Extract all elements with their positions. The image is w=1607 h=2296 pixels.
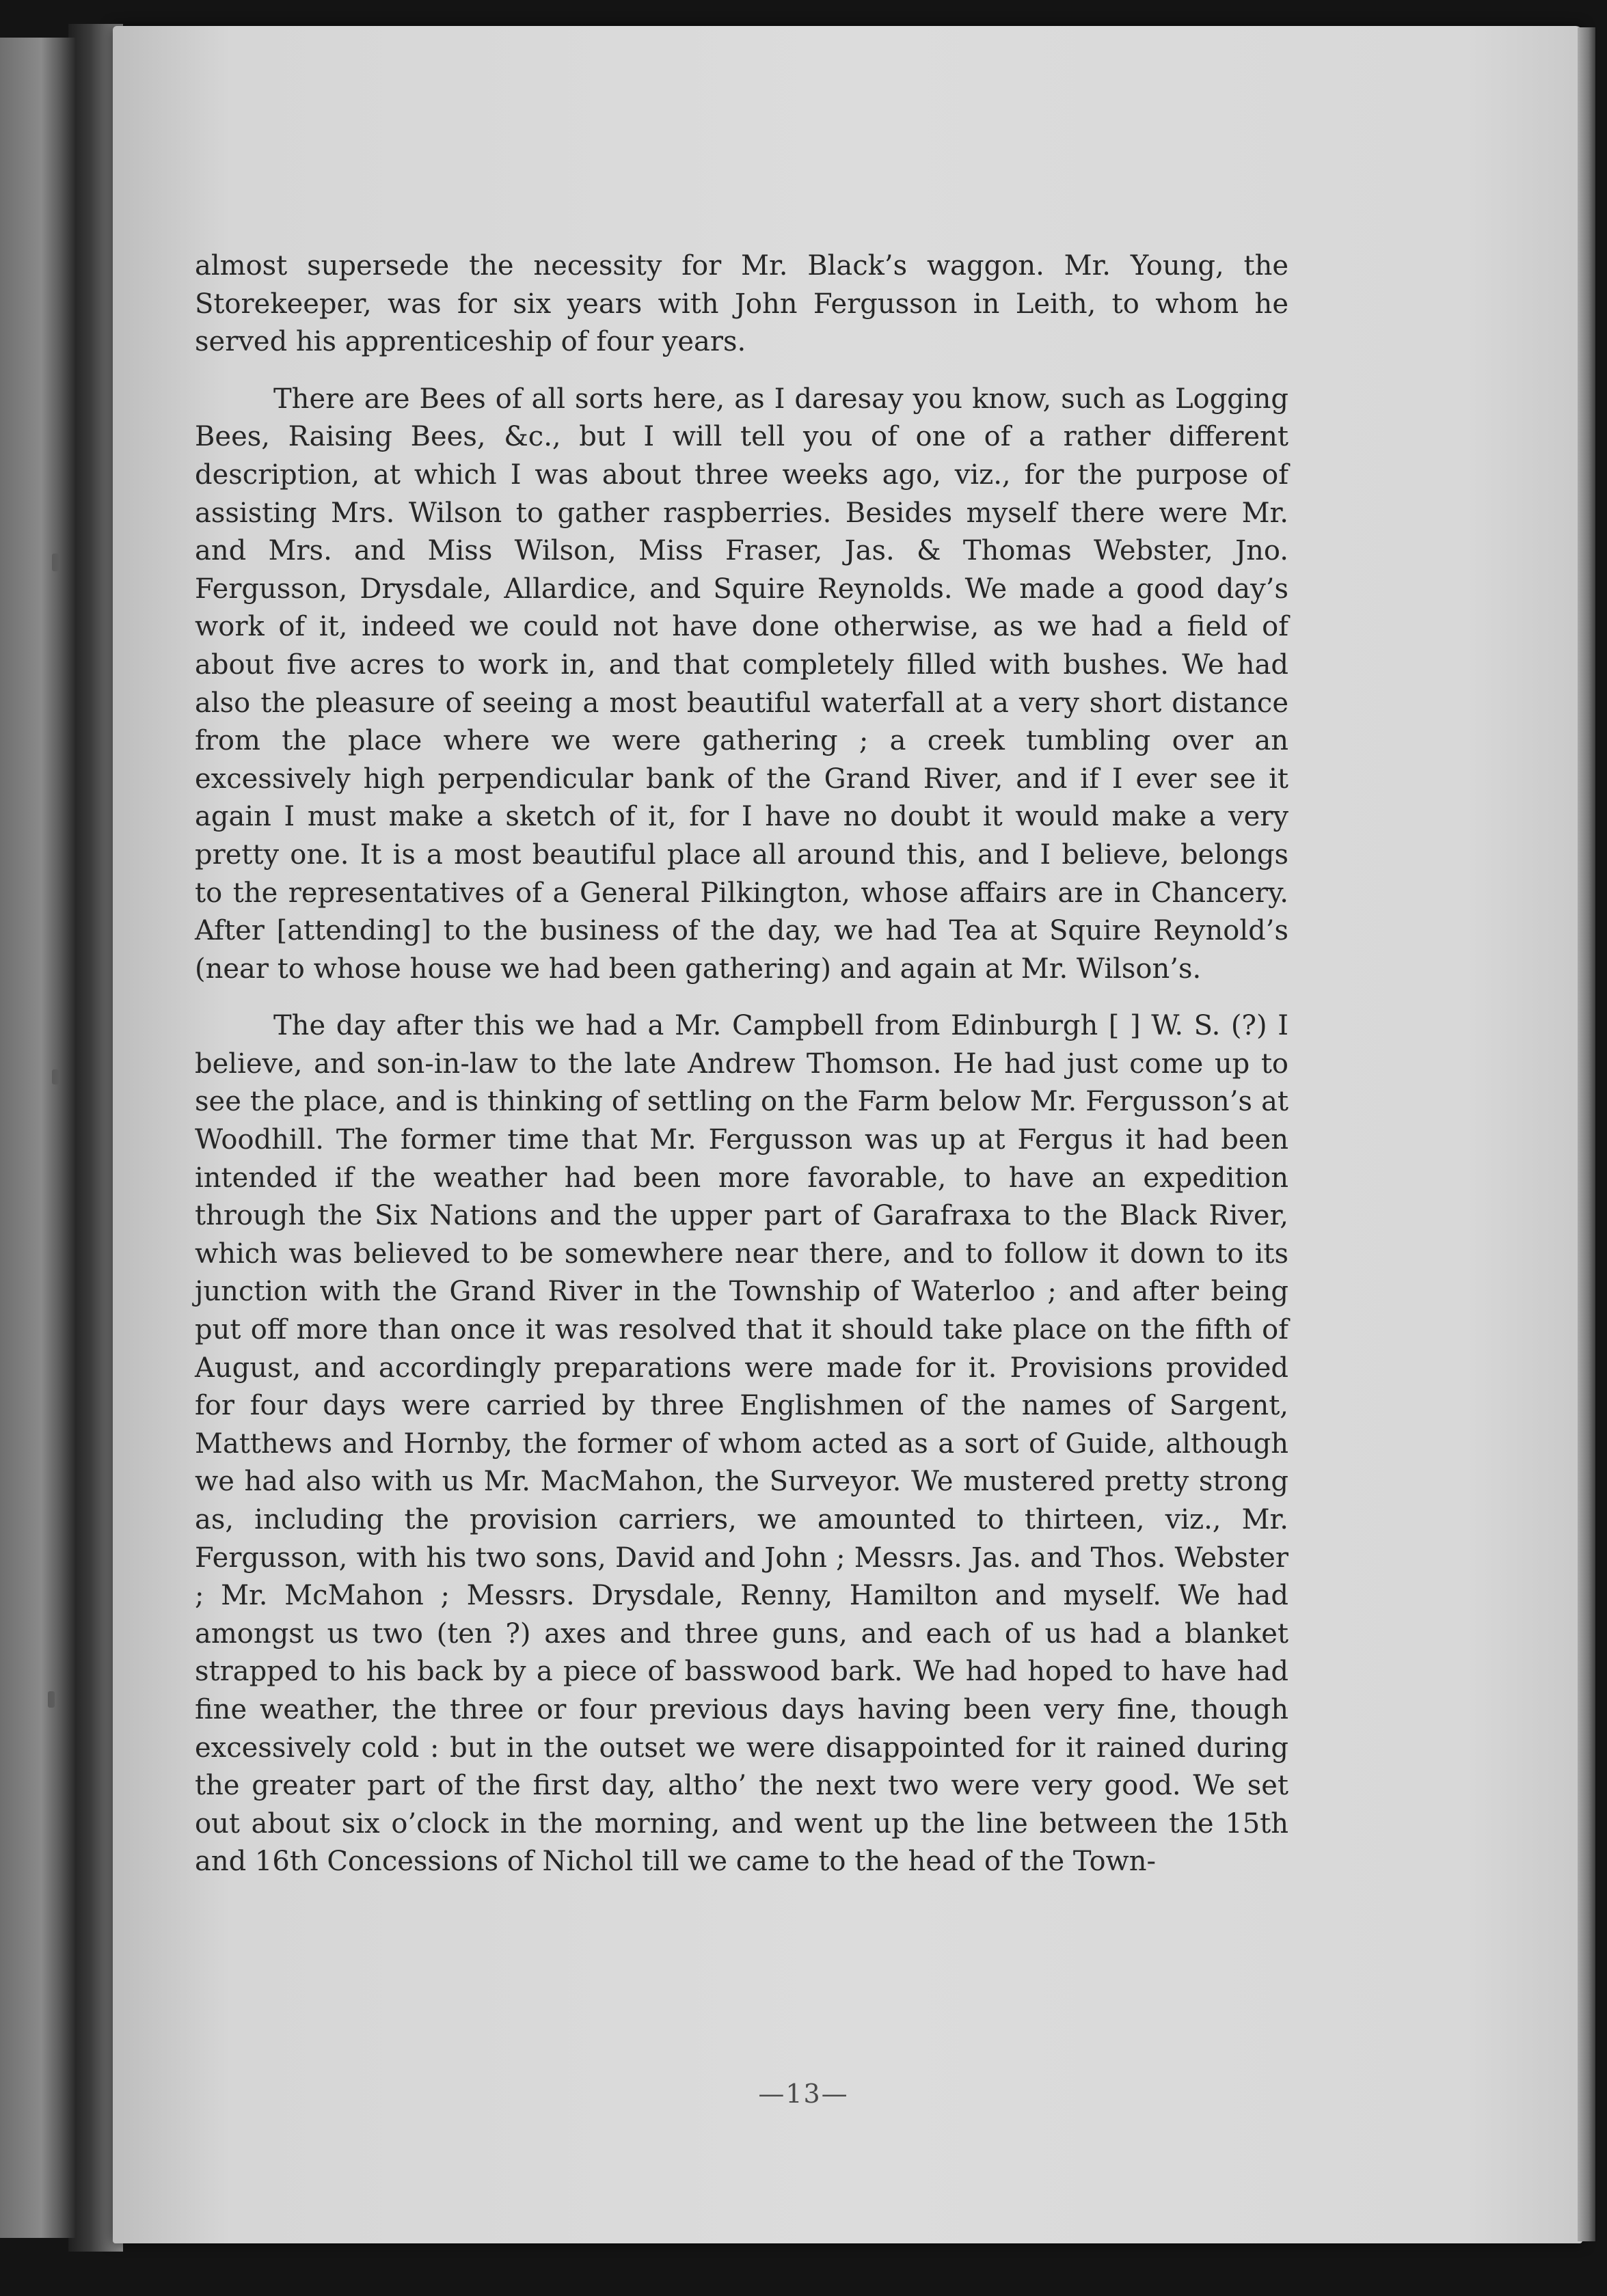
paragraph-2: There are Bees of all sorts here, as I daresay you know, such as Logging Bees, Raising Bees, &c., but I will tell you of one of a rather different description, at which I was about three weeks ago, viz., for the purpose of assisting Mrs. Wilson to gather raspberries. Besides myself there were Mr. and Mrs. and Miss Wilson, Miss Fraser, Jas. & Thomas Webster, Jno. Fergusson, Drysdale, Allardice, and Squire Reynolds. We made a good day’s work of it, indeed we could not have done otherwise, as we had a field of about five acres to work in, and that completely filled with bushes. We had also the pleasure of seeing a most beautiful waterfall at a very short distance from the place where we were gathering ; a creek tumbling over an excessively high perpendicular bank of the Grand River, and if I ever see it again I must make a sketch of it, for I have no doubt it would make a very pretty one. It is a most beautiful place all around this, and I believe, belongs to the representatives of a General Pilkington, whose affairs are in Chancery. After [attending] to the business of the day, we had Tea at Squire Reynold’s (near to whose house we had been gathering) and again at Mr. Wilson’s. [195, 383, 1288, 985]
margin-mark [48, 1691, 55, 1708]
page-number: —13— [758, 2079, 849, 2109]
paragraph-1: almost supersede the necessity for Mr. Black’s waggon. Mr. Young, the Storekeeper, was for six years with John Fergusson in Leith, to whom he served his apprenticeship of four years. [195, 250, 1288, 358]
margin-mark [52, 554, 59, 571]
page-text [195, 247, 1288, 1881]
margin-mark [52, 1069, 59, 1084]
page-right-edge [1578, 27, 1595, 2241]
paragraph-3: The day after this we had a Mr. Campbell from Edinburgh [ ] W. S. (?) I believe, and son-in-law to the late Andrew Thomson. He had just come up to see the place, and is thinking of settling on the Farm below Mr. Fergusson’s at Woodhill. The former time that Mr. Fergusson was up at Fergus it had been intended if the weather had been more favorable, to have an expedition through the Six Nations and the upper part of Garafraxa to the Black River, which was believed to be somewhere near there, and to follow it down to its junction with the Grand River in the Township of Waterloo ; and after being put off more than once it was resolved that it should take place on the fifth of August, and accordingly preparations were made for it. Provisions provided for four days were carried by three Englishmen of the names of Sargent, Matthews and Hornby, the former of whom acted as a sort of Guide, although we had also with us Mr. MacMahon, the Surveyor. We mustered pretty strong as, including the provision carriers, we amounted to thirteen, viz., Mr. Fergusson, with his two sons, David and John ; Messrs. Jas. and Thos. Webster ; Mr. McMahon ; Messrs. Drysdale, Renny, Hamilton and myself. We had amongst us two (ten ?) axes and three guns, and each of us had a blanket strapped to his back by a piece of basswood bark. We had hoped to have had fine weather, the three or four previous days having been very fine, though excessively cold : but in the outset we were disappointed for it rained during the greater part of the first day, altho’ the next two were very good. We set out about six o’clock in the morning, and went up the line between the 15th and 16th Concessions of Nichol till we came to the head of the Town- [195, 1010, 1288, 1878]
previous-page-edge [0, 38, 75, 2238]
